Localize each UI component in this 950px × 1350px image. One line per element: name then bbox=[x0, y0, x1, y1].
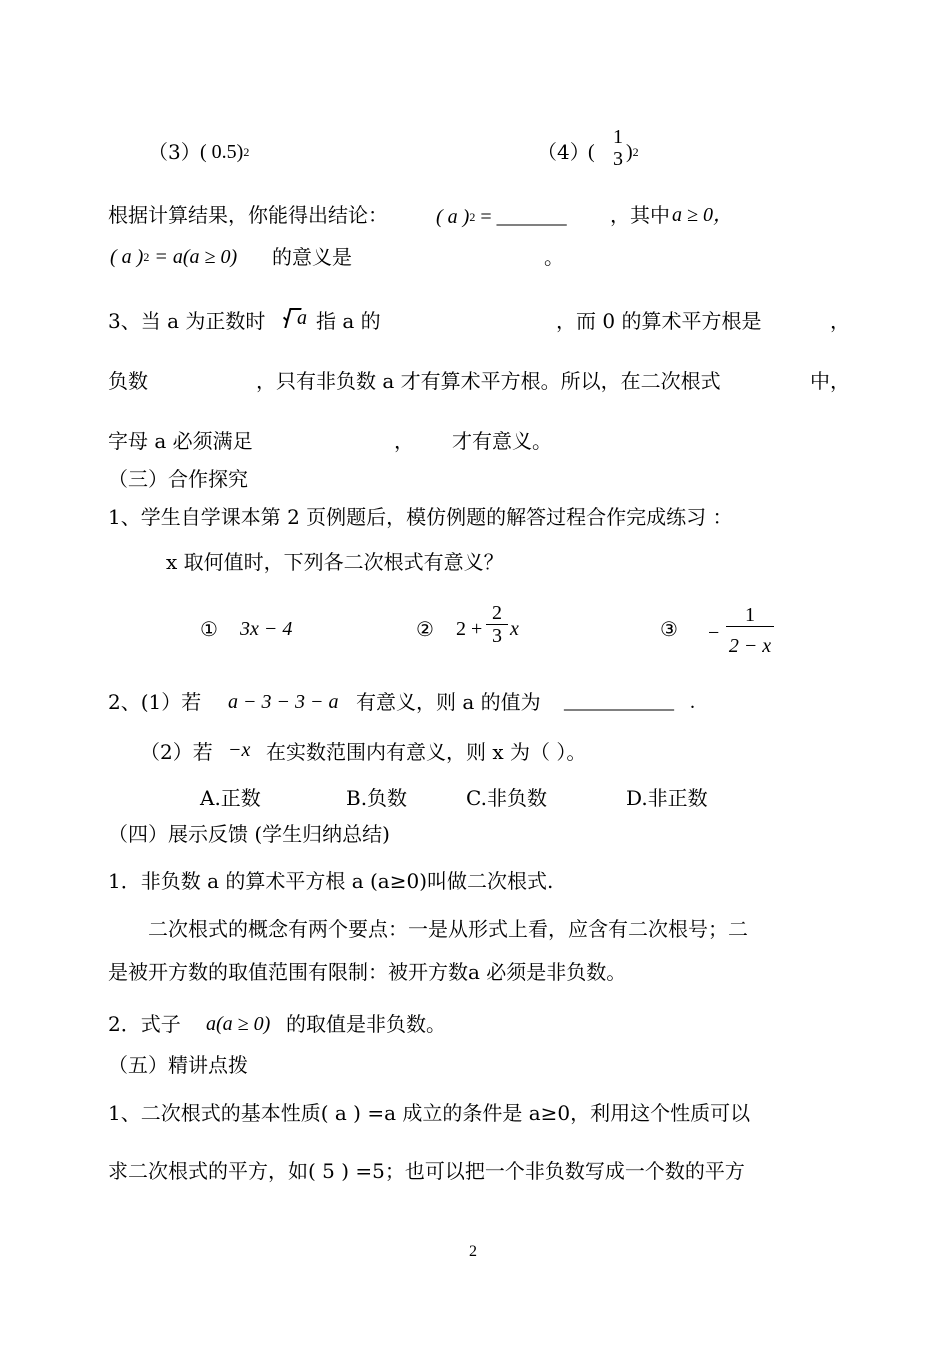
exercise-2-part-1-label: 2、(1）若 bbox=[108, 690, 202, 714]
answer-blank: _______ bbox=[496, 206, 567, 228]
q3-text-a: 3、当 a 为正数时 bbox=[108, 309, 266, 333]
section-4-point-1-detail-cont: 是被开方数的取值范围有限制：被开方数a 必须是非负数。 bbox=[108, 960, 627, 984]
fraction-numerator: 1 bbox=[726, 604, 774, 627]
exponent: 2 bbox=[632, 145, 639, 159]
exercise-circle-3: ③ bbox=[660, 617, 678, 641]
fraction-denominator: 2 − x bbox=[728, 635, 772, 657]
item-3-expression bbox=[200, 140, 249, 166]
option-c: C.非负数 bbox=[466, 786, 547, 810]
section-4-point-2-expr: a(a ≥ 0) bbox=[206, 1013, 271, 1035]
section-3-heading: （三）合作探究 bbox=[108, 467, 248, 491]
exercise-2-part-1-end: . bbox=[690, 691, 695, 713]
q3-negative-label: 负数 bbox=[108, 369, 148, 393]
expr-text: ( a ) bbox=[110, 246, 144, 268]
exponent: 2 bbox=[469, 210, 476, 224]
fraction-denominator: 3 bbox=[613, 148, 623, 170]
fraction-numerator: 2 bbox=[486, 602, 508, 625]
sqrt-a-radicand: a bbox=[283, 306, 307, 330]
item-3-label: （3） bbox=[148, 140, 201, 164]
exercise-expr-2-fraction bbox=[486, 602, 508, 647]
q3-text-c: ，而 0 的算术平方根是 bbox=[556, 309, 762, 333]
conclusion-prompt: 根据计算结果，你能得出结论： bbox=[108, 203, 388, 227]
exercise-expr-1: 3x − 4 bbox=[240, 618, 293, 640]
fraction-numerator: 1 bbox=[613, 126, 623, 148]
option-d: D.非正数 bbox=[626, 786, 708, 810]
exponent: 2 bbox=[143, 250, 150, 264]
meaning-label: 的意义是 bbox=[272, 245, 352, 269]
item-4-fraction bbox=[608, 126, 628, 170]
exercise-expr-3-minus: − bbox=[708, 622, 720, 644]
meaning-expression bbox=[110, 245, 237, 271]
exercise-1-question: x 取何值时，下列各二次根式有意义？ bbox=[166, 550, 504, 574]
exercise-2-part-2-label: （2）若 bbox=[140, 740, 213, 764]
q3-text-g: 字母 a 必须满足 bbox=[108, 429, 253, 453]
conclusion-condition: a ≥ 0， bbox=[672, 204, 733, 226]
section-4-heading: （四）展示反馈 (学生归纳总结) bbox=[108, 822, 390, 846]
section-4-point-2-label: 2．式子 bbox=[108, 1012, 181, 1036]
item-4-close-paren bbox=[626, 140, 639, 166]
section-5-heading: （五）精讲点拨 bbox=[108, 1053, 248, 1077]
item-4-open-paren: ( bbox=[588, 141, 595, 163]
close-paren: ) bbox=[626, 141, 633, 163]
exercise-2-part-1-text: 有意义，则 a 的值为 bbox=[356, 690, 541, 714]
option-a: A.正数 bbox=[200, 786, 261, 810]
exercise-circle-1: ① bbox=[200, 617, 218, 641]
meaning-end: 。 bbox=[544, 245, 564, 269]
equals-sign: = bbox=[480, 206, 492, 228]
section-4-point-2-text: 的取值是非负数。 bbox=[286, 1012, 446, 1036]
option-b: B.负数 bbox=[346, 786, 408, 810]
expr-rhs: = a(a ≥ 0) bbox=[154, 246, 238, 268]
conclusion-condition-label: ，其中 bbox=[610, 203, 670, 227]
exercise-1-prompt: 1、学生自学课本第 2 页例题后，模仿例题的解答过程合作完成练习 ： bbox=[108, 505, 733, 529]
expr-text: ( a ) bbox=[436, 206, 470, 228]
sqrt-a-symbol bbox=[283, 305, 307, 330]
exercise-2-part-1-blank: ___________ bbox=[564, 691, 674, 713]
exercise-expr-2a: 2 + bbox=[456, 618, 483, 640]
section-5-point-1: 1、二次根式的基本性质( a ) =a 成立的条件是 a≥0，利用这个性质可以 bbox=[108, 1101, 751, 1125]
exercise-expr-2x: x bbox=[510, 618, 519, 640]
page-number: 2 bbox=[469, 1243, 477, 1260]
exercise-2-part-2-text: 在实数范围内有意义，则 x 为（ ）。 bbox=[266, 740, 587, 764]
q3-text-d: ， bbox=[830, 309, 850, 333]
exercise-expr-3-fraction bbox=[726, 604, 774, 657]
exercise-2-part-2-expr: −x bbox=[228, 739, 251, 761]
section-4-point-1: 1．非负数 a 的算术平方根 a (a≥0)叫做二次根式. bbox=[108, 869, 554, 893]
conclusion-expression bbox=[436, 205, 567, 231]
item-4-label: （4） bbox=[537, 140, 590, 164]
q3-text-b: 指 a 的 bbox=[316, 309, 381, 333]
exercise-circle-2: ② bbox=[416, 617, 434, 641]
fraction-denominator: 3 bbox=[492, 625, 502, 647]
q3-text-h: ， bbox=[394, 429, 414, 453]
exercise-2-part-1-expr: a − 3 − 3 − a bbox=[228, 691, 339, 713]
exponent: 2 bbox=[243, 145, 250, 159]
section-4-point-1-detail: 二次根式的概念有两个要点：一是从形式上看，应含有二次根号；二 bbox=[148, 917, 748, 941]
q3-text-i: 才有意义。 bbox=[452, 429, 552, 453]
section-5-point-1-cont: 求二次根式的平方，如( 5 ) =5；也可以把一个非负数写成一个数的平方 bbox=[108, 1159, 745, 1183]
q3-text-e: ，只有非负数 a 才有算术平方根。所以，在二次根式 bbox=[256, 369, 721, 393]
q3-text-f: 中， bbox=[810, 369, 850, 393]
expr-text: ( 0.5) bbox=[200, 141, 244, 163]
